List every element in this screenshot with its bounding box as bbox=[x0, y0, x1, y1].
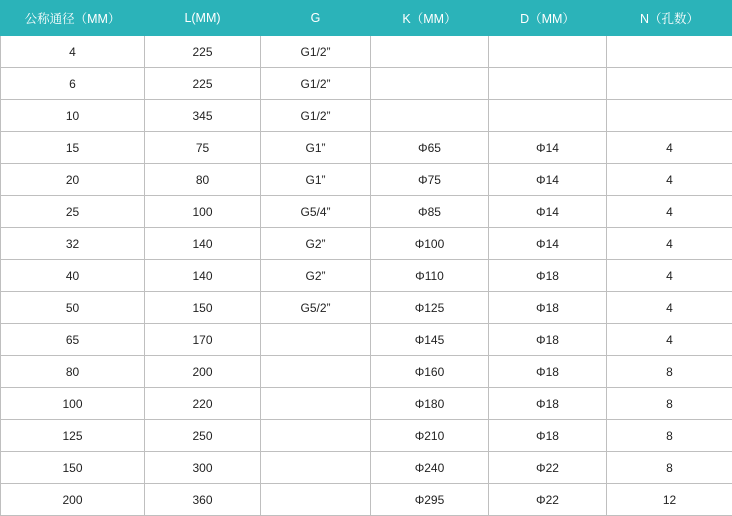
table-row bbox=[1, 68, 732, 100]
cell-hole-count: 4 bbox=[607, 228, 732, 260]
cell-nominal-diameter: 10 bbox=[1, 100, 145, 132]
cell-nominal-diameter: 40 bbox=[1, 260, 145, 292]
cell-d: Φ18 bbox=[489, 356, 607, 388]
cell-thread bbox=[261, 356, 371, 388]
cell-length: 220 bbox=[145, 388, 261, 420]
cell-length: 170 bbox=[145, 324, 261, 356]
table-row bbox=[1, 132, 732, 164]
table-row bbox=[1, 228, 732, 260]
cell-d: Φ14 bbox=[489, 164, 607, 196]
table-row bbox=[1, 452, 732, 484]
cell-d bbox=[489, 36, 607, 68]
table-row bbox=[1, 164, 732, 196]
cell-thread: G1” bbox=[261, 132, 371, 164]
table-row bbox=[1, 260, 732, 292]
cell-nominal-diameter: 25 bbox=[1, 196, 145, 228]
cell-d bbox=[489, 68, 607, 100]
column-header-k: K（MM） bbox=[371, 1, 489, 36]
cell-length: 225 bbox=[145, 36, 261, 68]
cell-hole-count: 4 bbox=[607, 164, 732, 196]
cell-nominal-diameter: 200 bbox=[1, 484, 145, 516]
cell-d bbox=[489, 100, 607, 132]
cell-nominal-diameter: 100 bbox=[1, 388, 145, 420]
cell-hole-count: 4 bbox=[607, 132, 732, 164]
cell-thread bbox=[261, 452, 371, 484]
column-header-thread: G bbox=[261, 1, 371, 36]
cell-thread: G2” bbox=[261, 228, 371, 260]
cell-k: Φ85 bbox=[371, 196, 489, 228]
cell-nominal-diameter: 20 bbox=[1, 164, 145, 196]
cell-nominal-diameter: 50 bbox=[1, 292, 145, 324]
cell-length: 100 bbox=[145, 196, 261, 228]
cell-hole-count bbox=[607, 68, 732, 100]
cell-thread bbox=[261, 484, 371, 516]
table-row bbox=[1, 196, 732, 228]
cell-nominal-diameter: 15 bbox=[1, 132, 145, 164]
cell-thread: G1/2” bbox=[261, 68, 371, 100]
cell-hole-count bbox=[607, 36, 732, 68]
cell-k bbox=[371, 36, 489, 68]
column-header-length: L(MM) bbox=[145, 1, 261, 36]
cell-k: Φ65 bbox=[371, 132, 489, 164]
table-row bbox=[1, 324, 732, 356]
cell-length: 300 bbox=[145, 452, 261, 484]
cell-d: Φ18 bbox=[489, 388, 607, 420]
cell-thread: G5/4” bbox=[261, 196, 371, 228]
table-row bbox=[1, 420, 732, 452]
cell-k: Φ110 bbox=[371, 260, 489, 292]
cell-k: Φ295 bbox=[371, 484, 489, 516]
cell-nominal-diameter: 4 bbox=[1, 36, 145, 68]
cell-d: Φ18 bbox=[489, 260, 607, 292]
column-header-d: D（MM） bbox=[489, 1, 607, 36]
cell-hole-count: 4 bbox=[607, 196, 732, 228]
cell-nominal-diameter: 32 bbox=[1, 228, 145, 260]
cell-hole-count: 4 bbox=[607, 292, 732, 324]
cell-hole-count: 8 bbox=[607, 388, 732, 420]
cell-hole-count: 4 bbox=[607, 324, 732, 356]
cell-k: Φ210 bbox=[371, 420, 489, 452]
table-row bbox=[1, 36, 732, 68]
table-header bbox=[1, 1, 732, 36]
cell-k bbox=[371, 100, 489, 132]
cell-nominal-diameter: 150 bbox=[1, 452, 145, 484]
cell-nominal-diameter: 65 bbox=[1, 324, 145, 356]
cell-d: Φ14 bbox=[489, 196, 607, 228]
cell-d: Φ14 bbox=[489, 132, 607, 164]
cell-d: Φ14 bbox=[489, 228, 607, 260]
cell-thread: G2” bbox=[261, 260, 371, 292]
cell-thread: G1” bbox=[261, 164, 371, 196]
cell-length: 80 bbox=[145, 164, 261, 196]
cell-d: Φ18 bbox=[489, 324, 607, 356]
cell-length: 140 bbox=[145, 228, 261, 260]
cell-k: Φ125 bbox=[371, 292, 489, 324]
cell-d: Φ22 bbox=[489, 484, 607, 516]
cell-thread: G5/2” bbox=[261, 292, 371, 324]
cell-hole-count: 12 bbox=[607, 484, 732, 516]
cell-nominal-diameter: 6 bbox=[1, 68, 145, 100]
cell-k bbox=[371, 68, 489, 100]
cell-length: 360 bbox=[145, 484, 261, 516]
table-row bbox=[1, 100, 732, 132]
cell-length: 345 bbox=[145, 100, 261, 132]
cell-d: Φ22 bbox=[489, 452, 607, 484]
cell-hole-count: 8 bbox=[607, 356, 732, 388]
cell-length: 150 bbox=[145, 292, 261, 324]
table-row bbox=[1, 356, 732, 388]
cell-nominal-diameter: 125 bbox=[1, 420, 145, 452]
table-row bbox=[1, 388, 732, 420]
cell-thread bbox=[261, 324, 371, 356]
cell-d: Φ18 bbox=[489, 420, 607, 452]
table-row bbox=[1, 292, 732, 324]
table-row bbox=[1, 484, 732, 516]
cell-length: 140 bbox=[145, 260, 261, 292]
cell-thread bbox=[261, 388, 371, 420]
cell-length: 75 bbox=[145, 132, 261, 164]
cell-thread: G1/2” bbox=[261, 36, 371, 68]
cell-k: Φ145 bbox=[371, 324, 489, 356]
cell-hole-count: 8 bbox=[607, 420, 732, 452]
header-row bbox=[1, 1, 732, 36]
cell-d: Φ18 bbox=[489, 292, 607, 324]
column-header-hole-count: N（孔数） bbox=[607, 1, 732, 36]
cell-length: 200 bbox=[145, 356, 261, 388]
cell-k: Φ100 bbox=[371, 228, 489, 260]
cell-k: Φ180 bbox=[371, 388, 489, 420]
cell-nominal-diameter: 80 bbox=[1, 356, 145, 388]
table-body bbox=[1, 36, 732, 516]
cell-length: 250 bbox=[145, 420, 261, 452]
cell-hole-count bbox=[607, 100, 732, 132]
cell-hole-count: 8 bbox=[607, 452, 732, 484]
column-header-nominal-diameter: 公称通径（MM） bbox=[1, 1, 145, 36]
cell-k: Φ75 bbox=[371, 164, 489, 196]
cell-thread: G1/2” bbox=[261, 100, 371, 132]
cell-k: Φ160 bbox=[371, 356, 489, 388]
cell-k: Φ240 bbox=[371, 452, 489, 484]
cell-thread bbox=[261, 420, 371, 452]
cell-hole-count: 4 bbox=[607, 260, 732, 292]
cell-length: 225 bbox=[145, 68, 261, 100]
